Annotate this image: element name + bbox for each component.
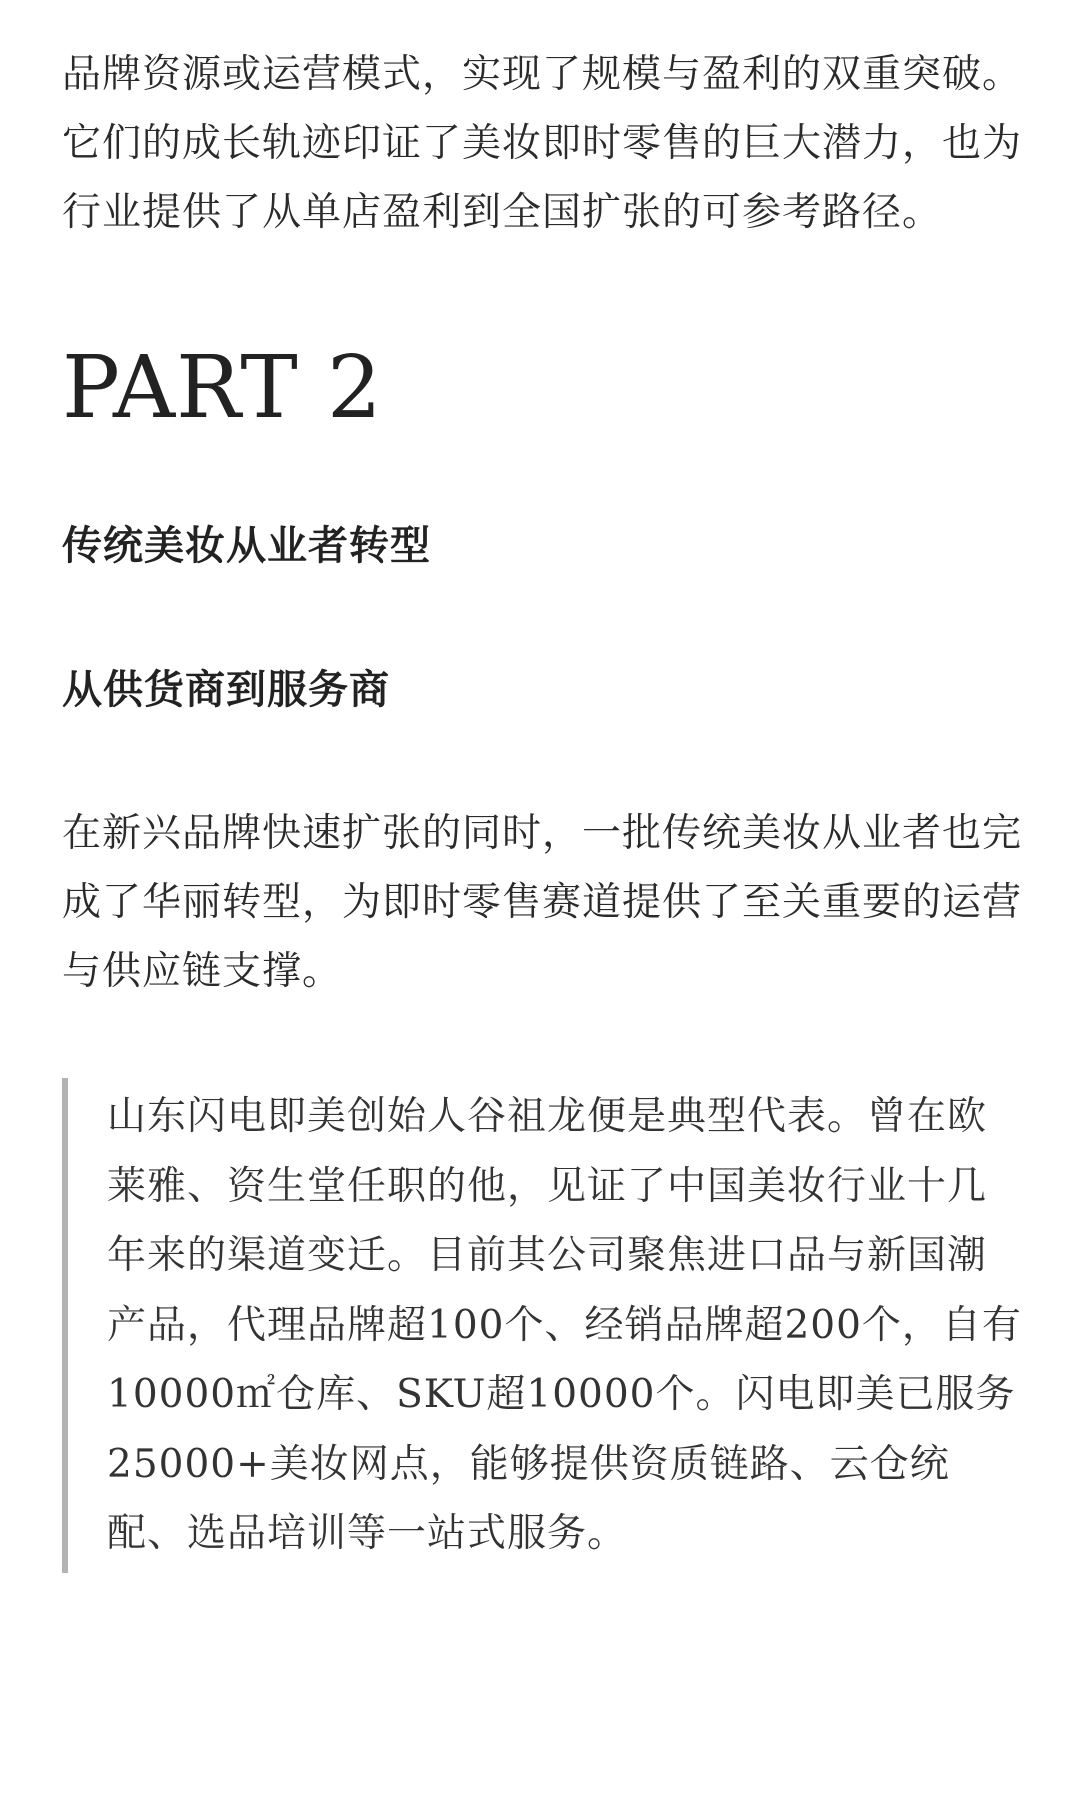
blockquote	[62, 1078, 1022, 1573]
article-body	[62, 40, 1022, 1573]
quote-paragraph: 山东闪电即美创始人谷祖龙便是典型代表。曾在欧莱雅、资生堂任职的他，见证了中国美妆行业十几年来的渠道变迁。目前其公司聚焦进口品与新国潮产品，代理品牌超100个、经销品牌超200个，自有10000㎡仓库、SKU超10000个。闪电即美已服务25000+美妆网点，能够提供资质链路、云仓统配、选品培训等一站式服务。	[107, 1094, 1022, 1556]
section-subheading-secondary: 从供货商到服务商	[62, 666, 390, 713]
section-subheading: 传统美妆从业者转型	[62, 522, 431, 569]
intro-paragraph: 在新兴品牌快速扩张的同时，一批传统美妆从业者也完成了华丽转型，为即时零售赛道提供了至关重要的运营与供应链支撑。	[62, 811, 1023, 994]
lead-paragraph: 品牌资源或运营模式，实现了规模与盈利的双重突破。它们的成长轨迹印证了美妆即时零售的巨大潜力，也为行业提供了从单店盈利到全国扩张的可参考路径。	[62, 52, 1023, 235]
part-heading: PART 2	[62, 338, 383, 438]
